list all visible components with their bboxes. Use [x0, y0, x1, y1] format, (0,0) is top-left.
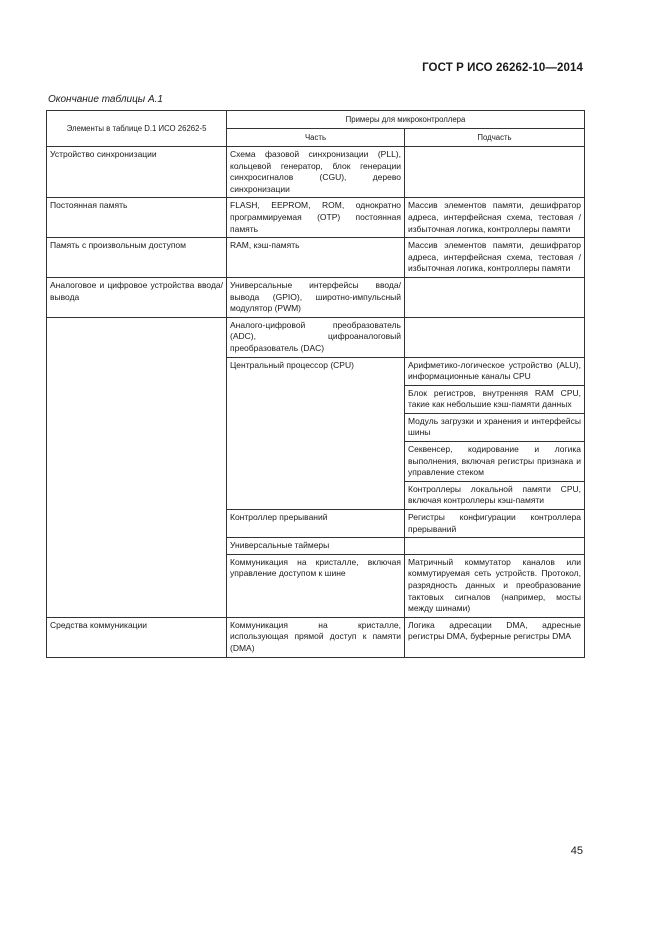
- subpart-cell: [405, 277, 585, 317]
- part-cell: Универсальные таймеры: [227, 538, 405, 555]
- subpart-cell: Логика адресации DMA, адресные регистры DMA, буферные регистры DMA: [405, 617, 585, 657]
- table-caption: Окончание таблицы А.1: [48, 94, 163, 105]
- page-number: 45: [570, 845, 583, 857]
- header-subpart: Подчасть: [405, 129, 585, 147]
- part-cell: Схема фазовой синхронизации (PLL), кольцевой генератор, блок генерации синхросигналов (CGU), дерево синхронизации: [227, 147, 405, 198]
- part-cell: Аналого-цифровой преобразователь (ADC), цифроаналоговый преобразователь (DAC): [227, 317, 405, 357]
- header-part: Часть: [227, 129, 405, 147]
- subpart-cell: Контроллеры локальной памяти CPU, включая контроллеры кэш-памяти: [405, 481, 585, 509]
- element-cell: Устройство синхронизации: [47, 147, 227, 198]
- memory-elements-table: [46, 110, 585, 658]
- subpart-cell: Арифметико-логическое устройство (ALU), информационные каналы CPU: [405, 357, 585, 385]
- element-cell: Аналоговое и цифровое устройства ввода/вывода: [47, 277, 227, 317]
- subpart-cell: Модуль загрузки и хранения и интерфейсы шины: [405, 413, 585, 441]
- subpart-cell: [405, 538, 585, 555]
- table-row: [47, 317, 585, 357]
- part-cell: Универсальные интерфейсы ввода/вывода (GPIO), широтно-импульсный модулятор (PWM): [227, 277, 405, 317]
- element-cell: Постоянная память: [47, 198, 227, 238]
- subpart-cell: Матричный коммутатор каналов или коммутируемая сеть устройств. Протокол, разрядность данных и преобразование тактовых сигналов (например, мосты между шинами): [405, 554, 585, 617]
- part-cell: Контроллер прерываний: [227, 510, 405, 538]
- part-cell: Коммуникация на кристалле, использующая прямой доступ к памяти (DMA): [227, 617, 405, 657]
- subpart-cell: Блок регистров, внутренняя RAM CPU, такие как небольшие кэш-памяти данных: [405, 385, 585, 413]
- element-cell: Средства коммуникации: [47, 617, 227, 657]
- table-row: [47, 238, 585, 278]
- table-row: [47, 277, 585, 317]
- header-elements: Элементы в таблице D.1 ИСО 26262-5: [47, 111, 227, 147]
- table-row: [47, 198, 585, 238]
- subpart-cell: Массив элементов памяти, дешифратор адреса, интерфейсная схема, тестовая / избыточная логика, контроллеры памяти: [405, 238, 585, 278]
- subpart-cell: Массив элементов памяти, дешифратор адреса, интерфейсная схема, тестовая / избыточная логика, контроллеры памяти: [405, 198, 585, 238]
- element-cell: Память с произвольным доступом: [47, 238, 227, 278]
- element-cell-continued: [47, 317, 227, 617]
- part-cell: Коммуникация на кристалле, включая управление доступом к шине: [227, 554, 405, 617]
- subpart-cell: Регистры конфигурации контроллера прерываний: [405, 510, 585, 538]
- table-row: [47, 617, 585, 657]
- table-row: [47, 147, 585, 198]
- part-cell: FLASH, EEPROM, ROM, однократно программируемая (OTP) постоянная память: [227, 198, 405, 238]
- subpart-cell: Секвенсер, кодирование и логика выполнения, включая регистры признака и управление стеком: [405, 442, 585, 482]
- header-examples: Примеры для микроконтроллера: [227, 111, 585, 129]
- subpart-cell: [405, 317, 585, 357]
- part-cell-cpu: Центральный процессор (CPU): [227, 357, 405, 510]
- part-cell: RAM, кэш-память: [227, 238, 405, 278]
- subpart-cell: [405, 147, 585, 198]
- document-header: ГОСТ Р ИСО 26262-10—2014: [422, 62, 583, 74]
